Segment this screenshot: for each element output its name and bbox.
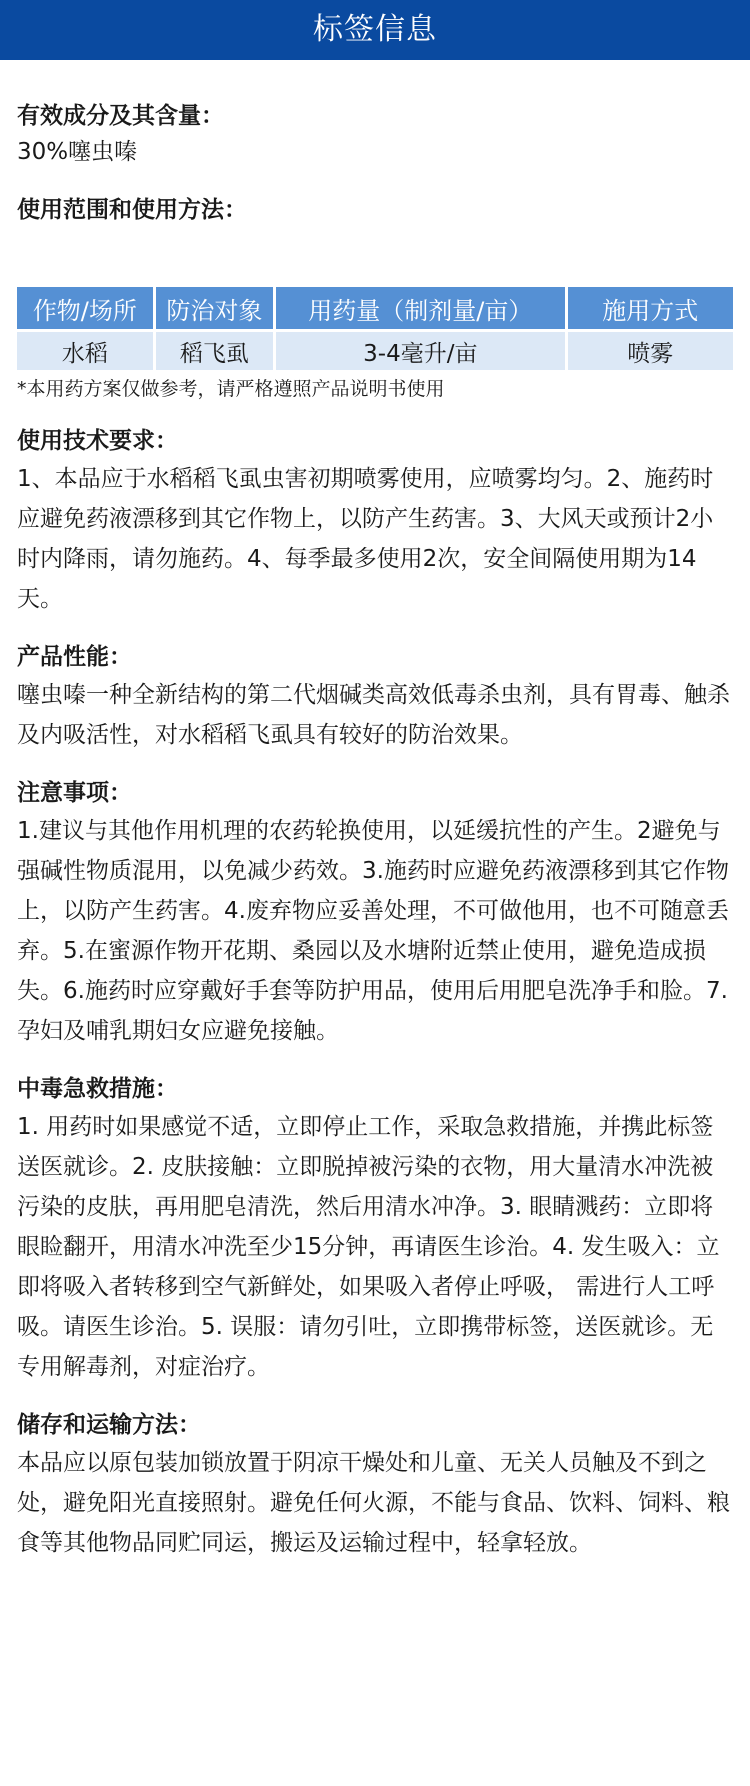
usage-footnote: *本用药方案仅做参考，请严格遵照产品说明书使用 (17, 378, 445, 400)
notice-section (17, 755, 733, 1051)
tech-requirements-section (17, 403, 733, 619)
performance-body: 噻虫嗪一种全新结构的第二代烟碱类高效低毒杀虫剂，具有胃毒、触杀及内吸活性，对水稻稻飞虱具有较好的防治效果。 (17, 682, 730, 748)
usage-table-wrap (17, 284, 733, 373)
cell-dosage: 3-4毫升/亩 (276, 332, 564, 370)
tech-requirements-body: 1、本品应于水稻稻飞虱虫害初期喷雾使用，应喷雾均匀。2、施药时应避免药液漂移到其它作物上，以防产生药害。3、大风天或预计2小时内降雨，请勿施药。4、每季最多使用2次，安全间隔使用期为14天。 (17, 466, 714, 612)
page-header (0, 0, 750, 60)
usage-title: 使用范围和使用方法： (17, 197, 247, 223)
usage-section (17, 172, 733, 403)
ingredient-section (17, 60, 733, 172)
ingredient-value: 30%噻虫嗪 (17, 139, 138, 165)
first-aid-body: 1. 用药时如果感觉不适，立即停止工作，采取急救措施，并携此标签送医就诊。2. 皮肤接触：立即脱掉被污染的衣物，用大量清水冲洗被污染的皮肤，再用肥皂清洗，然后用清水冲净。3. 眼睛溅药：立即将眼睑翻开，用清水冲洗至少15分钟，再请医生诊治。4. 发生吸入：立即将吸入者转移到空气新鲜处，如果吸入者停止呼吸， 需进行人工呼吸。请医生诊治。5. 误服：请勿引吐，立即携带标签，送医就诊。无专用解毒剂，对症治疗。 (17, 1114, 720, 1380)
cell-method: 喷雾 (568, 332, 733, 370)
storage-section (17, 1387, 733, 1563)
storage-body: 本品应以原包装加锁放置于阴凉干燥处和儿童、无关人员触及不到之处，避免阳光直接照射。避免任何火源，不能与食品、饮料、饲料、粮食等其他物品同贮同运，搬运及运输过程中，轻拿轻放。 (17, 1450, 730, 1556)
first-aid-title: 中毒急救措施： (17, 1076, 178, 1102)
column-header-method: 施用方式 (568, 287, 733, 329)
storage-title: 储存和运输方法： (17, 1412, 201, 1438)
column-header-dosage: 用药量（制剂量/亩） (276, 287, 564, 329)
usage-table-header-row (17, 287, 733, 329)
column-header-crop: 作物/场所 (17, 287, 153, 329)
tech-requirements-title: 使用技术要求： (17, 428, 178, 454)
table-row (17, 332, 733, 370)
notice-title: 注意事项： (17, 780, 132, 806)
notice-body: 1.建议与其他作用机理的农药轮换使用，以延缓抗性的产生。2避免与强碱性物质混用，以免减少药效。3.施药时应避免药液漂移到其它作物上，以防产生药害。4.废弃物应妥善处理，不可做他用，也不可随意丢弃。5.在蜜源作物开花期、桑园以及水塘附近禁止使用，避免造成损失。6.施药时应穿戴好手套等防护用品，使用后用肥皂洗净手和脸。7.孕妇及哺乳期妇女应避免接触。 (17, 818, 729, 1044)
label-content (0, 60, 750, 1563)
performance-title: 产品性能： (17, 644, 132, 670)
cell-target: 稻飞虱 (156, 332, 273, 370)
ingredient-title: 有效成分及其含量： (17, 103, 224, 129)
first-aid-section (17, 1051, 733, 1387)
performance-section (17, 619, 733, 755)
page-title: 标签信息 (313, 12, 437, 47)
usage-table (14, 284, 736, 373)
column-header-target: 防治对象 (156, 287, 273, 329)
cell-crop: 水稻 (17, 332, 153, 370)
